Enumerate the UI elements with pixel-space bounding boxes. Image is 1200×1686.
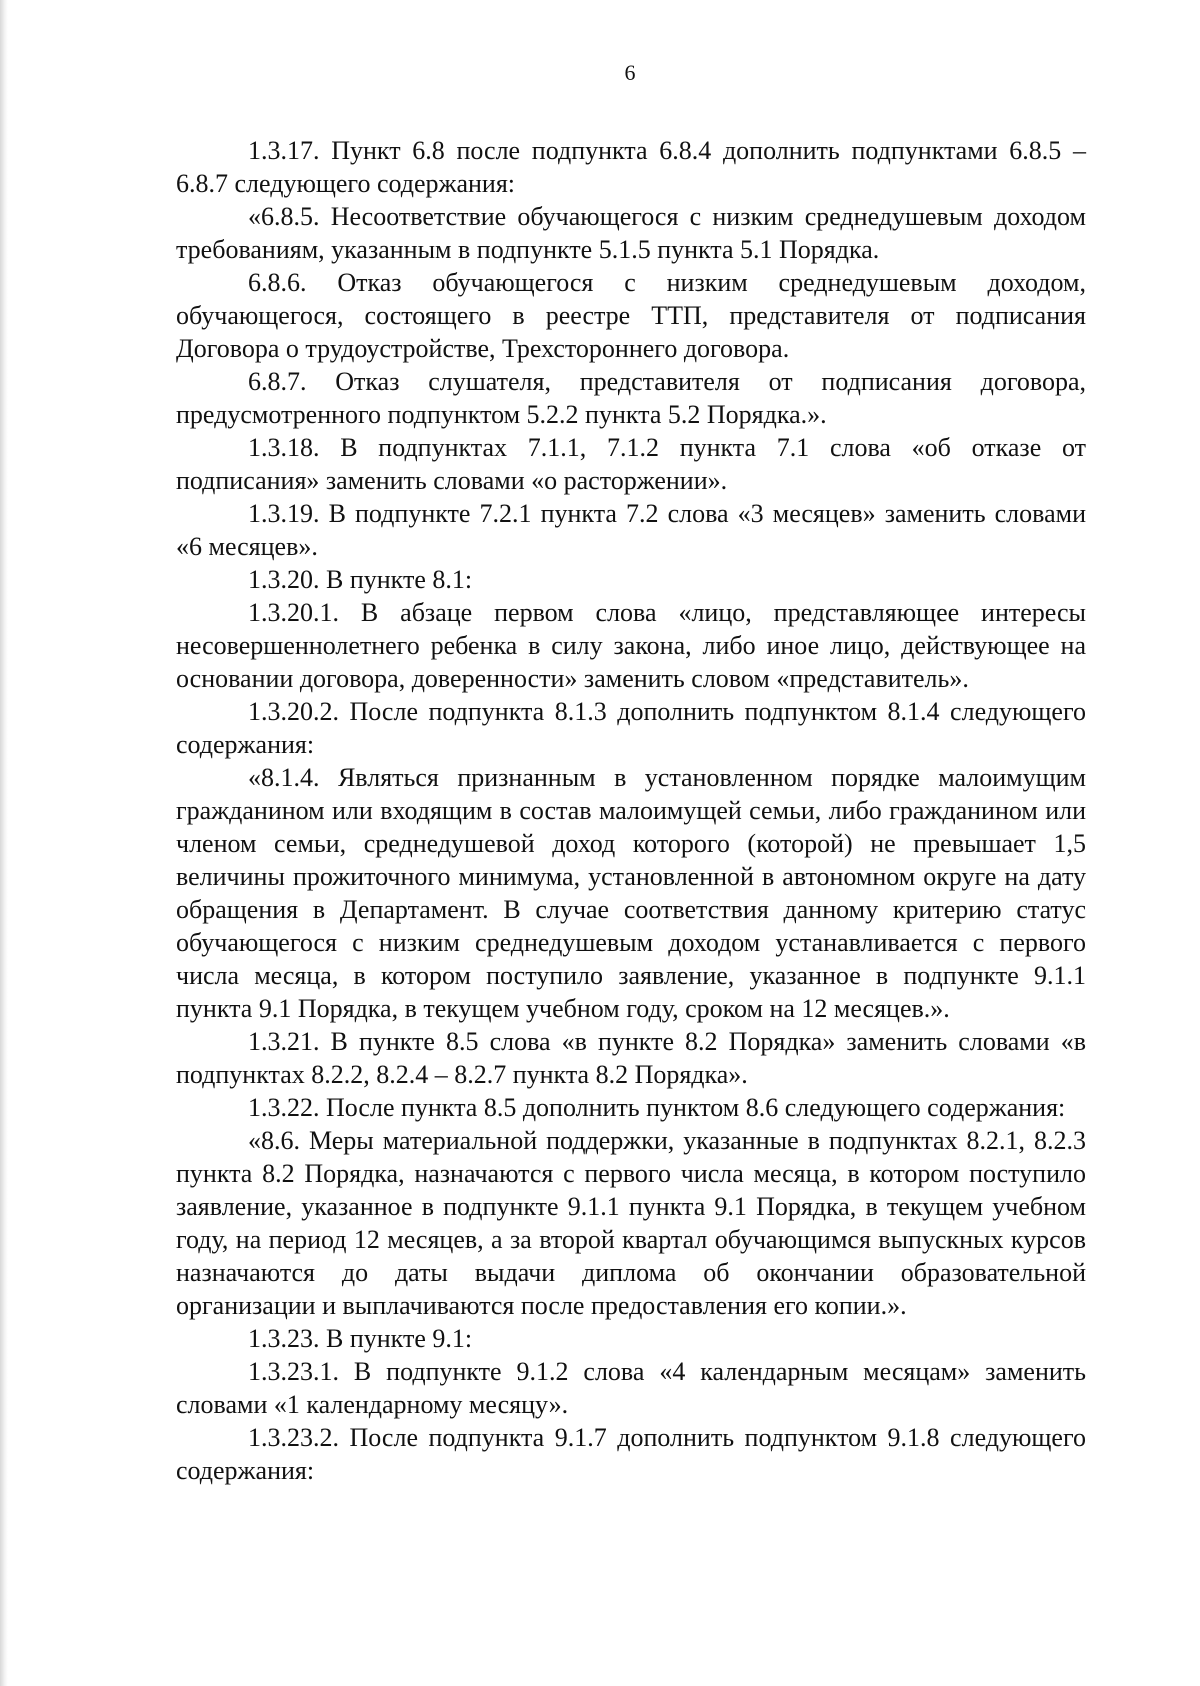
- paragraph-1-3-19: 1.3.19. В подпункте 7.2.1 пункта 7.2 слова «3 месяцев» заменить словами «6 месяцев».: [176, 499, 1086, 561]
- paragraph-6-8-7: 6.8.7. Отказ слушателя, представителя от подписания договора, предусмотренного подпунктом 5.2.2 пункта 5.2 Порядка.».: [176, 367, 1086, 429]
- paragraph-1-3-18: 1.3.18. В подпунктах 7.1.1, 7.1.2 пункта 7.1 слова «об отказе от подписания» заменить словами «о расторжении».: [176, 433, 1086, 495]
- paragraph-1-3-23: 1.3.23. В пункте 9.1:: [248, 1324, 473, 1353]
- paragraph-1-3-20-2: 1.3.20.2. После подпункта 8.1.3 дополнить подпунктом 8.1.4 следующего содержания:: [176, 697, 1086, 759]
- paragraph-1-3-23-1: 1.3.23.1. В подпункте 9.1.2 слова «4 календарным месяцам» заменить словами «1 календарному месяцу».: [176, 1357, 1086, 1419]
- paragraph-1-3-20-1: 1.3.20.1. В абзаце первом слова «лицо, представляющее интересы несовершеннолетнего ребенка в силу закона, либо иное лицо, действующее на основании договора, доверенности» заменить словом «представитель».: [176, 598, 1086, 693]
- paragraph-1-3-21: 1.3.21. В пункте 8.5 слова «в пункте 8.2 Порядка» заменить словами «в подпунктах 8.2.2, 8.2.4 – 8.2.7 пункта 8.2 Порядка».: [176, 1027, 1086, 1089]
- paragraph-1-3-17: 1.3.17. Пункт 6.8 после подпункта 6.8.4 дополнить подпунктами 6.8.5 – 6.8.7 следующего содержания:: [176, 136, 1086, 198]
- paragraph-6-8-5: «6.8.5. Несоответствие обучающегося с низким среднедушевым доходом требованиям, указанным в подпункте 5.1.5 пункта 5.1 Порядка.: [176, 202, 1086, 264]
- paragraph-6-8-6: 6.8.6. Отказ обучающегося с низким среднедушевым доходом, обучающегося, состоящего в реестре ТТП, представителя от подписания Договора о трудоустройстве, Трехстороннего договора.: [176, 268, 1086, 363]
- paragraph-8-1-4: «8.1.4. Являться признанным в установленном порядке малоимущим гражданином или входящим в состав малоимущей семьи, либо гражданином или членом семьи, среднедушевой доход которого (которой) не превышает 1,5 величины прожиточного минимума, установленной в автономном округе на дату обращения в Департамент. В случае соответствия данному критерию статус обучающегося с низким среднедушевым доходом устанавливается с первого числа месяца, в котором поступило заявление, указанное в подпункте 9.1.1 пункта 9.1 Порядка, в текущем учебном году, сроком на 12 месяцев.».: [176, 763, 1086, 1023]
- paragraph-1-3-20: 1.3.20. В пункте 8.1:: [248, 565, 473, 594]
- paragraph-1-3-23-2: 1.3.23.2. После подпункта 9.1.7 дополнить подпунктом 9.1.8 следующего содержания:: [176, 1423, 1086, 1485]
- page-number: 6: [624, 60, 636, 85]
- paragraph-1-3-22: 1.3.22. После пункта 8.5 дополнить пунктом 8.6 следующего содержания:: [248, 1093, 1066, 1122]
- paragraph-8-6: «8.6. Меры материальной поддержки, указанные в подпунктах 8.2.1, 8.2.3 пункта 8.2 Порядка, назначаются с первого числа месяца, в котором поступило заявление, указанное в подпункте 9.1.1 пункта 9.1 Порядка, в текущем учебном году, на период 12 месяцев, а за второй квартал обучающимся выпускных курсов назначаются до даты выдачи диплома об окончании образовательной организации и выплачиваются после предоставления его копии.».: [176, 1126, 1086, 1320]
- document-body: [176, 134, 1086, 1487]
- scan-edge-shadow: [0, 0, 8, 1686]
